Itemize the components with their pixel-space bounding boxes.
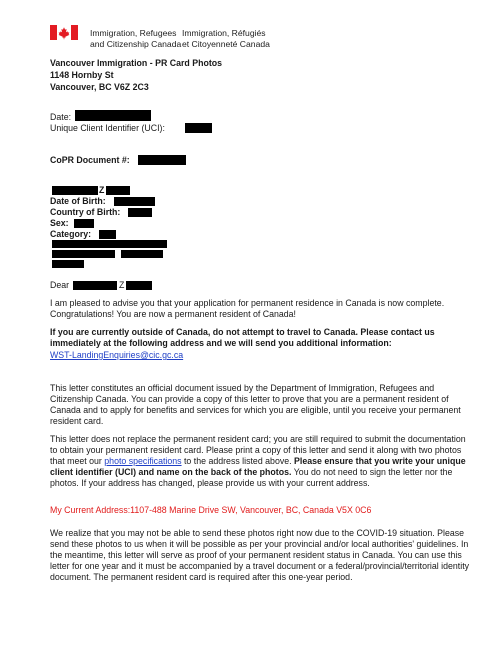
office-name: Vancouver Immigration - PR Card Photos xyxy=(50,58,223,68)
dept-name-english xyxy=(90,28,181,49)
office-city: Vancouver, BC V6Z 2C3 xyxy=(50,82,149,92)
dept-name-french xyxy=(182,28,270,49)
paragraph-outside-canada xyxy=(50,327,470,349)
redacted-dob xyxy=(114,197,155,206)
redacted-address-line2b xyxy=(121,250,163,258)
redacted-sex xyxy=(74,219,94,228)
redacted-copr-number xyxy=(138,155,186,165)
photo-specifications-link[interactable]: photo specifications xyxy=(104,455,182,466)
dept-en-line2: and Citizenship Canada xyxy=(90,38,182,49)
photos-text-c: You do not need to sign the letter nor the photos. If your address has changed, please provide us with your current address. xyxy=(50,466,453,488)
date-label: Date: xyxy=(50,112,72,122)
paragraph-photos-instructions xyxy=(50,434,470,489)
office-street: 1148 Hornby St xyxy=(50,70,114,80)
outside-canada-text: If you are currently outside of Canada, do not attempt to travel to Canada. Please contact us immediately at the following address and we will send you additional information: xyxy=(50,327,435,348)
redacted-address-line2a xyxy=(52,250,115,258)
redacted-uci xyxy=(185,123,212,133)
redacted-surname xyxy=(106,186,130,195)
copr-label: CoPR Document #: xyxy=(50,155,130,165)
enquiries-email-link[interactable] xyxy=(50,350,183,361)
dept-fr-line2: et Citoyenneté Canada xyxy=(182,38,270,49)
enquiries-email-text[interactable]: WST-LandingEnquiries@cic.gc.ca xyxy=(50,350,184,360)
photos-text-a: This letter does not replace the permanent resident card; you are still required to submit the documentation to obtain your permanent resident card. Please print a copy of this letter and send it along with two photos that meet our xyxy=(50,434,466,466)
salutation-label: Dear xyxy=(50,280,70,290)
sex-label: Sex: xyxy=(50,218,69,228)
salutation-surname-initial: Z xyxy=(119,280,125,290)
category-label: Category: xyxy=(50,229,92,239)
uci-label: Unique Client Identifier (UCI): xyxy=(50,123,165,133)
paragraph-approval: I am pleased to advise you that your application for permanent residence in Canada is now complete. Congratulations! You are now a permanent resident of Canada! xyxy=(50,298,445,319)
country-label: Country of Birth: xyxy=(50,207,121,217)
surname-initial: Z xyxy=(99,185,105,195)
dept-en-line1: Immigration, Refugees xyxy=(90,28,177,38)
photos-text-b: to the address listed above. xyxy=(181,455,295,466)
paragraph-covid: We realize that you may not be able to send these photos right now due to the COVID-19 situation. Please send these photos to us when it will be possible as per your provincial and/or local authorities' guidelines. In the meantime, this letter will serve as proof of your permanent resident status in Canada. You can use this letter for one year and it must be accompanied by a travel document or a federal/provincial/territorial identity document. The permanent resident card is required after this one-year period. xyxy=(50,528,470,582)
redacted-salutation-given xyxy=(73,281,117,290)
redacted-address-line1 xyxy=(52,240,167,248)
paragraph-official-document: This letter constitutes an official document issued by the Department of Immigration, Refugees and Citizenship Canada. You can provide a copy of this letter to prove that you are a permanent resident of Canada and to apply for benefits and services for which you are eligible, until you receive your permanent resident card. xyxy=(50,383,461,426)
redacted-given-name xyxy=(52,186,98,195)
redacted-address-line3 xyxy=(52,260,84,268)
redacted-date xyxy=(75,110,151,121)
photos-bold-instruction: Please ensure that you write your unique client identifier (UCI) and name on the back of the photos. xyxy=(50,455,466,477)
dept-fr-line1: Immigration, Réfugiés xyxy=(182,28,266,38)
dob-label: Date of Birth: xyxy=(50,196,106,206)
canada-flag-icon xyxy=(50,25,78,40)
current-address: My Current Address:1107-488 Marine Drive SW, Vancouver, BC, Canada V5X 0C6 xyxy=(50,505,372,515)
redacted-country xyxy=(128,208,152,217)
redacted-category xyxy=(99,230,116,239)
redacted-salutation-surname xyxy=(126,281,152,290)
